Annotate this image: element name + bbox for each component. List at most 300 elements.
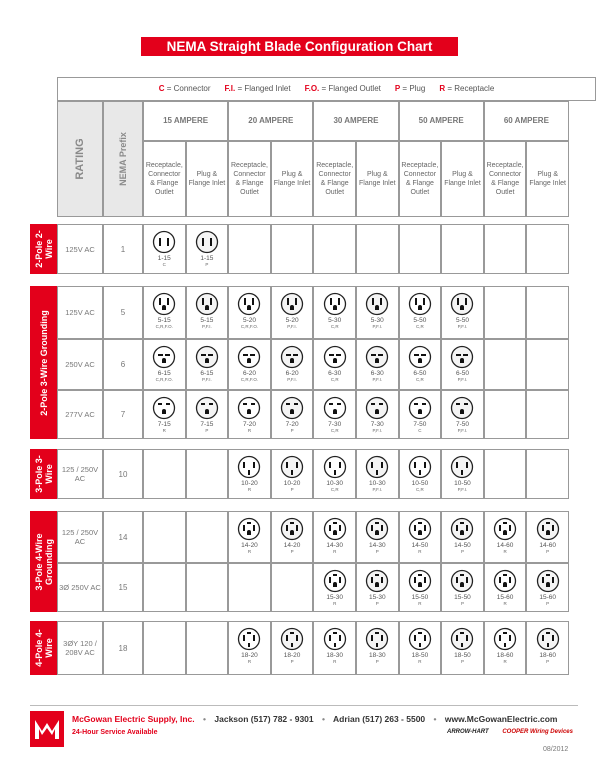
plug-face-icon [365,396,389,420]
config-type: C,R [416,487,424,492]
receptacle-face-icon [152,292,176,316]
configuration-cell [313,390,356,439]
row-prefix: 18 [103,621,143,675]
configuration-cell [271,339,314,390]
config-code: 5-30 [370,317,384,324]
receptacle-face-icon [237,396,261,420]
plug-subheader: Plug & Flange Inlet [526,141,569,217]
empty-cell [526,339,569,390]
plug-subheader: Plug & Flange Inlet [271,141,314,217]
config-code: 1-15 [200,255,214,262]
plug-face-icon [450,345,474,369]
config-type: P [205,428,209,433]
config-code: 6-30 [370,370,384,377]
legend-key: P [394,84,401,93]
empty-cell [484,390,527,439]
receptacle-face-icon [237,345,261,369]
config-type: P [290,487,294,492]
config-type: C,R [416,377,424,382]
empty-cell [186,511,229,563]
configuration-cell [186,286,229,339]
config-type: P,F.I. [457,487,468,492]
receptacle-face-icon [323,396,347,420]
config-type: P,F.I. [457,428,468,433]
receptacle-face-icon [152,345,176,369]
configuration-cell [271,511,314,563]
row-rating: 125V AC [57,286,103,339]
config-type: R [333,659,337,664]
configuration-cell [313,339,356,390]
configuration-cell [441,339,484,390]
config-type: C,R,F.O. [240,324,259,329]
legend-key: R [439,84,446,93]
plug-face-icon [536,517,560,541]
receptacle-subheader: Receptacle, Connector & Flange Outlet [313,141,356,217]
config-code: 15-30 [368,594,386,601]
empty-cell [228,224,271,274]
config-code: 18-50 [411,652,429,659]
amp-header: 30 AMPERE [313,101,398,141]
empty-cell [228,563,271,612]
contact-jackson: Jackson (517) 782 - 9301 [214,714,314,724]
receptacle-face-icon [408,345,432,369]
empty-cell [143,563,186,612]
config-code: 14-50 [411,542,429,549]
configuration-cell [356,449,399,499]
configuration-cell [228,286,271,339]
configuration-cell [228,339,271,390]
config-code: 6-30 [328,370,342,377]
config-type: P,F.I. [372,428,383,433]
config-type: R [503,601,507,606]
receptacle-subheader: Receptacle, Connector & Flange Outlet [399,141,442,217]
config-type: R [247,428,252,433]
receptacle-face-icon [408,569,432,593]
legend-key: F.I. [224,84,236,93]
brand-logos [447,729,573,735]
configuration-cell [441,390,484,439]
group-label-text: 3-Pole 3-Wire [33,455,54,493]
row-rating: 277V AC [57,390,103,439]
receptacle-face-icon [323,455,347,479]
configuration-cell [356,339,399,390]
config-type: C,R,F.O. [155,324,173,329]
config-type: P [290,659,294,664]
configuration-cell [228,511,271,563]
legend-text: = Connector [164,84,211,93]
configuration-cell [441,449,484,499]
config-code: 14-50 [454,542,471,549]
config-code: 5-20 [285,317,299,324]
plug-subheader: Plug & Flange Inlet [441,141,484,217]
config-type: C [418,428,422,433]
config-type: R [333,549,337,554]
plug-face-icon [280,517,304,541]
config-code: 5-15 [200,317,214,324]
config-type: P [290,428,294,433]
configuration-cell [313,621,356,675]
receptacle-face-icon [408,396,432,420]
configuration-cell [441,286,484,339]
config-type: R [247,659,252,664]
configuration-cell [484,511,527,563]
receptacle-face-icon [323,517,347,541]
plug-face-icon [195,292,219,316]
plug-face-icon [280,292,304,316]
config-code: 6-20 [285,370,299,377]
configuration-cell [271,449,314,499]
configuration-cell [313,563,356,612]
config-type: R [162,428,166,433]
config-type: P [290,549,294,554]
legend-key: F.O. [304,84,320,93]
config-type: P [375,659,379,664]
plug-face-icon [450,396,474,420]
config-code: 15-50 [454,594,471,601]
configuration-cell [484,563,527,612]
legend-text: = Flanged Outlet [319,84,381,93]
plug-face-icon [536,569,560,593]
config-type: C,R [330,428,339,433]
configuration-cell [399,286,442,339]
config-code: 7-30 [328,421,342,428]
configuration-cell [313,511,356,563]
configuration-cell [143,390,186,439]
config-code: 6-15 [157,370,171,377]
config-code: 7-30 [370,421,384,428]
config-type: P,F.I. [372,487,383,492]
empty-cell [143,621,186,675]
configuration-cell [356,286,399,339]
plug-face-icon [365,455,389,479]
config-code: 10-30 [368,480,386,487]
config-code: 14-60 [496,542,514,549]
config-code: 18-50 [454,652,471,659]
row-rating: 250V AC [57,339,103,390]
receptacle-face-icon [493,569,517,593]
empty-cell [271,224,314,274]
configuration-cell [143,339,186,390]
config-code: 14-20 [241,542,258,549]
plug-face-icon [365,569,389,593]
configuration-cell [356,563,399,612]
plug-face-icon [450,569,474,593]
configuration-cell [228,449,271,499]
config-code: 7-50 [455,421,469,428]
group-label [30,449,57,499]
service-note: 24-Hour Service Available [72,729,158,736]
plug-face-icon [450,627,474,651]
config-code: 7-15 [157,421,171,428]
config-type: P,F.I. [202,377,212,382]
config-type: R [333,601,337,606]
receptacle-face-icon [323,345,347,369]
plug-face-icon [450,517,474,541]
configuration-cell [271,621,314,675]
row-prefix: 1 [103,224,143,274]
config-code: 18-20 [241,652,258,659]
config-type: C,R [330,487,339,492]
config-code: 10-30 [326,480,343,487]
config-code: 14-30 [326,542,343,549]
config-code: 7-20 [285,421,299,428]
config-code: 6-20 [242,370,256,377]
plug-subheader: Plug & Flange Inlet [186,141,229,217]
receptacle-face-icon [408,292,432,316]
plug-face-icon [365,345,389,369]
config-type: P [546,659,550,664]
rating-header [57,101,103,217]
website-link[interactable]: www.McGowanElectric.com [444,714,558,724]
config-type: R [247,549,252,554]
empty-cell [526,390,569,439]
config-code: 10-20 [241,480,258,487]
configuration-cell [441,563,484,612]
row-prefix: 6 [103,339,143,390]
config-code: 18-60 [539,652,556,659]
prefix-header-label: NEMA Prefix [118,132,128,186]
group-label [30,286,57,439]
receptacle-face-icon [493,627,517,651]
config-type: R [503,659,507,664]
config-code: 5-20 [242,317,256,324]
config-type: R [418,601,422,606]
config-type: C [162,262,166,267]
config-code: 5-15 [157,317,171,324]
config-code: 10-50 [411,480,429,487]
config-type: P,F.I. [287,377,297,382]
legend-text: = Receptacle [445,84,495,93]
legend-key: C [158,84,165,93]
receptacle-face-icon [323,627,347,651]
plug-face-icon [280,627,304,651]
prefix-header [103,101,143,217]
configuration-cell [186,339,229,390]
plug-face-icon [365,517,389,541]
receptacle-subheader: Receptacle, Connector & Flange Outlet [143,141,186,217]
row-prefix: 15 [103,563,143,612]
config-code: 5-30 [328,317,342,324]
empty-cell [356,224,399,274]
config-code: 15-60 [496,594,514,601]
config-code: 6-50 [455,370,469,377]
configuration-cell [484,621,527,675]
receptacle-face-icon [408,455,432,479]
plug-face-icon [365,627,389,651]
row-rating: 3ØY 120 / 208V AC [57,621,103,675]
config-type: P,F.I. [202,324,212,329]
config-code: 7-50 [413,421,427,428]
empty-cell [143,449,186,499]
footer-divider [30,705,578,706]
empty-cell [399,224,442,274]
config-code: 5-50 [413,317,427,324]
group-label-text: 3-Pole 4-Wire Grounding [33,533,54,590]
config-type: C,R,F.O. [240,377,259,382]
chart-title: NEMA Straight Blade Configuration Chart [141,37,458,56]
plug-face-icon [195,396,219,420]
plug-face-icon [536,627,560,651]
plug-face-icon [195,230,219,254]
group-label [30,511,57,612]
empty-cell [526,286,569,339]
receptacle-face-icon [237,627,261,651]
plug-subheader: Plug & Flange Inlet [356,141,399,217]
configuration-cell [441,621,484,675]
config-code: 6-50 [413,370,427,377]
receptacle-face-icon [408,517,432,541]
config-type: R [418,549,422,554]
config-type: C,R,F.O. [155,377,173,382]
amp-header: 20 AMPERE [228,101,313,141]
config-type: P,F.I. [457,377,468,382]
config-type: R [247,487,252,492]
config-type: R [503,549,507,554]
contact-adrian: Adrian (517) 263 - 5500 [333,714,426,724]
empty-cell [484,449,527,499]
config-code: 10-50 [454,480,471,487]
config-code: 18-30 [368,652,386,659]
company-line: McGowan Electric Supply, Inc. • Jackson (517) 782 - 9301 • Adrian (517) 263 - 5500 • www.McGowanElectric.com [72,714,558,724]
configuration-cell [526,563,569,612]
configuration-cell [143,286,186,339]
config-type: P [546,549,550,554]
receptacle-face-icon [152,396,176,420]
group-label-text: 4-Pole 4-Wire [33,629,54,667]
company-name: McGowan Electric Supply, Inc. [72,714,195,724]
amp-header: 50 AMPERE [399,101,484,141]
group-label-text: 2-Pole 3-Wire Grounding [38,309,49,416]
configuration-cell [441,511,484,563]
row-rating: 125 / 250V AC [57,511,103,563]
config-type: P [546,601,550,606]
configuration-cell [399,390,442,439]
config-type: P,F.I. [372,377,383,382]
empty-cell [186,621,229,675]
config-type: P [375,549,379,554]
rating-header-label: RATING [74,138,86,180]
configuration-cell [271,390,314,439]
config-code: 5-50 [455,317,469,324]
group-label [30,621,57,675]
configuration-cell [228,390,271,439]
row-prefix: 14 [103,511,143,563]
receptacle-subheader: Receptacle, Connector & Flange Outlet [228,141,271,217]
empty-cell [484,224,527,274]
config-code: 15-30 [326,594,343,601]
row-rating: 125 / 250V AC [57,449,103,499]
configuration-cell [228,621,271,675]
empty-cell [526,224,569,274]
empty-cell [484,339,527,390]
config-code: 14-30 [368,542,386,549]
revision-date: 08/2012 [543,746,569,753]
config-code: 10-20 [283,480,301,487]
config-type: R [418,659,422,664]
row-rating: 125V AC [57,224,103,274]
config-type: P [460,659,464,664]
empty-cell [526,449,569,499]
config-code: 18-20 [283,652,301,659]
empty-cell [186,449,229,499]
empty-cell [484,286,527,339]
config-type: P [460,549,464,554]
brand-arrow-hart: ARROW-HART [447,729,489,735]
config-type: C,R [330,377,339,382]
config-code: 7-15 [200,421,214,428]
plug-face-icon [450,292,474,316]
receptacle-face-icon [323,292,347,316]
row-prefix: 10 [103,449,143,499]
config-type: P [205,262,209,267]
plug-face-icon [195,345,219,369]
row-rating: 3Ø 250V AC [57,563,103,612]
receptacle-face-icon [152,230,176,254]
plug-face-icon [365,292,389,316]
configuration-cell [356,621,399,675]
row-prefix: 7 [103,390,143,439]
plug-face-icon [280,396,304,420]
amp-header: 15 AMPERE [143,101,228,141]
receptacle-face-icon [493,517,517,541]
configuration-cell [399,563,442,612]
legend [57,77,596,101]
config-code: 14-20 [283,542,301,549]
receptacle-face-icon [323,569,347,593]
empty-cell [313,224,356,274]
config-type: C,R [330,324,339,329]
brand-cooper: COOPER Wiring Devices [502,729,573,735]
empty-cell [186,563,229,612]
config-type: P [460,601,464,606]
config-code: 15-60 [539,594,556,601]
config-type: C,R [416,324,424,329]
configuration-cell [399,621,442,675]
config-code: 14-60 [539,542,556,549]
company-logo [30,711,64,747]
plug-face-icon [280,455,304,479]
empty-cell [271,563,314,612]
config-type: P [375,601,379,606]
group-label [30,224,57,274]
config-code: 6-15 [200,370,214,377]
empty-cell [441,224,484,274]
configuration-cell [526,621,569,675]
config-code: 18-60 [496,652,514,659]
config-type: P,F.I. [287,324,297,329]
receptacle-face-icon [408,627,432,651]
configuration-cell [526,511,569,563]
receptacle-face-icon [237,455,261,479]
legend-text: = Flanged Inlet [235,84,291,93]
legend-text: = Plug [400,84,426,93]
config-code: 1-15 [157,255,171,262]
plug-face-icon [450,455,474,479]
receptacle-face-icon [237,292,261,316]
plug-face-icon [280,345,304,369]
group-label-text: 2-Pole 2-Wire [33,230,54,268]
config-type: P,F.I. [457,324,468,329]
config-code: 18-30 [326,652,343,659]
configuration-cell [186,224,229,274]
config-code: 15-50 [411,594,429,601]
row-prefix: 5 [103,286,143,339]
empty-cell [143,511,186,563]
configuration-cell [399,339,442,390]
configuration-cell [399,449,442,499]
receptacle-subheader: Receptacle, Connector & Flange Outlet [484,141,527,217]
configuration-cell [313,286,356,339]
